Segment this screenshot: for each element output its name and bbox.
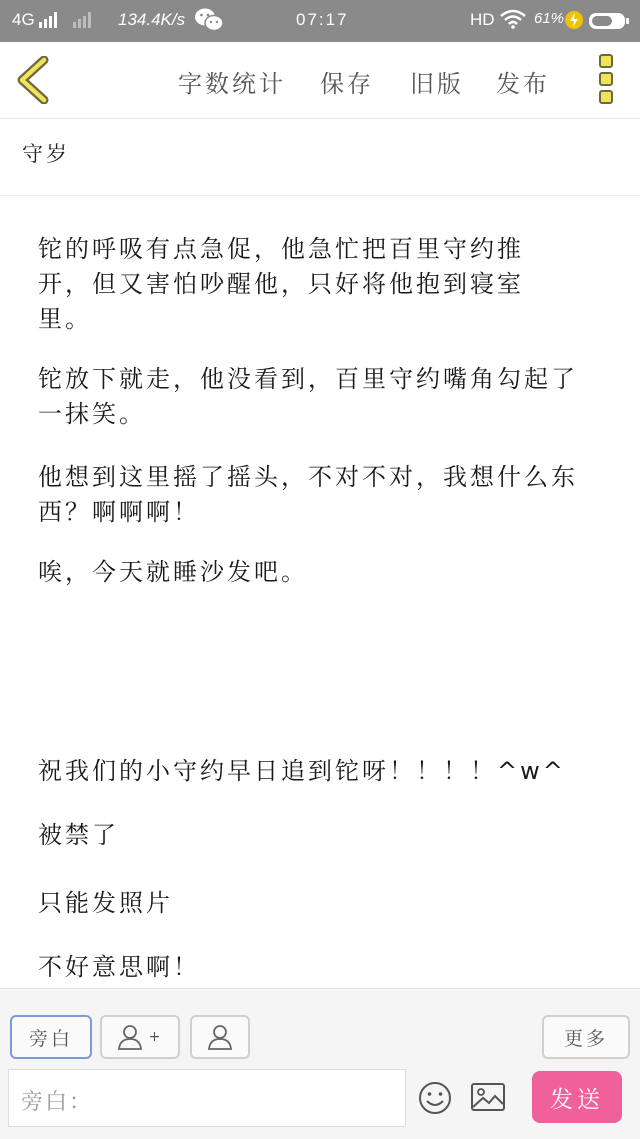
word-count-button[interactable]: 字数统计 [178, 70, 286, 98]
more-button[interactable] [542, 1015, 630, 1059]
battery-icon [588, 12, 630, 30]
paragraph: 只能发照片 [38, 889, 173, 917]
aside-input[interactable]: 旁白： [8, 1069, 406, 1127]
add-role-button[interactable] [100, 1015, 180, 1059]
image-button[interactable] [470, 1081, 506, 1117]
publish-button[interactable]: 发布 [496, 70, 550, 98]
network-indicator [12, 10, 91, 30]
more-menu-icon[interactable] [596, 54, 616, 106]
send-label: 发送 [550, 1086, 604, 1113]
chapter-title[interactable]: 守岁 [22, 142, 70, 166]
back-button[interactable] [14, 56, 54, 104]
role-button[interactable] [190, 1015, 250, 1059]
clock: 07:17 [296, 10, 349, 29]
paragraph: 他想到这里摇了摇头，不对不对，我想什么东西？啊啊啊！ [38, 463, 578, 526]
user-icon [117, 1024, 143, 1050]
paragraph: 铊的呼吸有点急促，他急忙把百里守约推开，但又害怕吵醒他，只好将他抱到寝室里。 [38, 235, 524, 333]
chevron-left-icon [14, 56, 54, 104]
hd-indicator: HD [470, 10, 495, 29]
user-icon [207, 1024, 233, 1050]
aside-label: 旁白 [28, 1027, 73, 1050]
paragraph: 铊放下就走，他没看到，百里守约嘴角勾起了一抹笑。 [38, 365, 578, 428]
signal-icon [39, 12, 57, 28]
paragraph: 唉，今天就睡沙发吧。 [38, 558, 308, 586]
network-speed: 134.4K/s [118, 10, 186, 29]
signal-secondary-icon [73, 12, 91, 28]
status-bar [0, 0, 640, 42]
editor-header [0, 42, 640, 119]
old-version-button[interactable]: 旧版 [410, 70, 464, 98]
paragraph: 被禁了 [38, 821, 119, 849]
title-divider [0, 195, 640, 196]
compose-toolbar [0, 988, 640, 1139]
smiley-icon [418, 1081, 452, 1115]
battery-percent: 61% [534, 10, 565, 27]
aside-button[interactable] [10, 1015, 92, 1059]
emoji-button[interactable] [418, 1081, 452, 1119]
paragraph: 祝我们的小守约早日追到铊呀！！！！^w^ [38, 757, 566, 785]
send-button[interactable] [532, 1071, 622, 1123]
charging-icon [564, 10, 584, 30]
network-type: 4G [12, 10, 35, 29]
wechat-icon [194, 6, 224, 34]
image-icon [470, 1081, 506, 1113]
wifi-icon [500, 9, 526, 29]
more-label: 更多 [563, 1027, 608, 1050]
paragraph: 不好意思啊！ [38, 953, 200, 981]
save-button[interactable]: 保存 [320, 70, 374, 98]
plus-icon: + [148, 1029, 164, 1045]
